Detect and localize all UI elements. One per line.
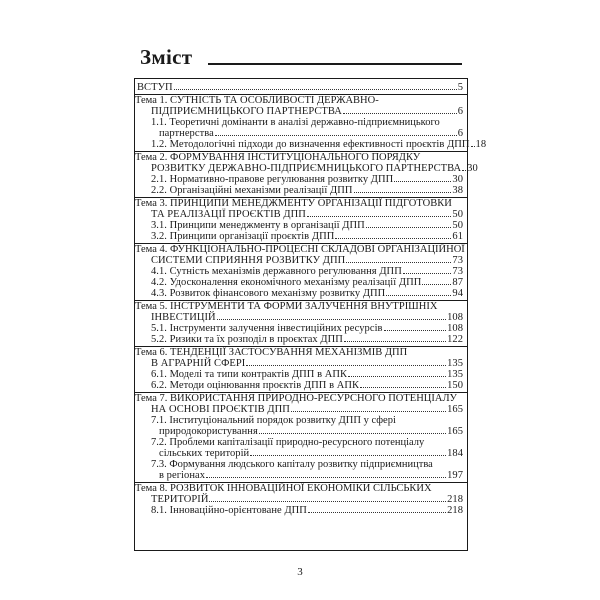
toc-subsection-entry[interactable] [135,334,463,345]
toc-chapter-heading[interactable] [135,152,463,163]
leader-dots [217,318,446,320]
toc-chapter-heading[interactable] [135,198,463,209]
leader-dots [394,180,451,182]
toc-page-number: 38 [452,185,463,196]
toc-page-number: 94 [452,288,463,299]
toc-page-number: 135 [447,358,463,369]
toc-chapter-heading-text: Тема 8. РОЗВИТОК ІННОВАЦІЙНОЇ ЕКОНОМІКИ СІЛЬСЬКИХ [135,483,432,494]
title-row [140,46,462,72]
leader-dots [209,500,446,502]
toc-chapter [135,347,467,393]
toc-subsection-entry[interactable] [135,185,463,196]
leader-dots [246,364,446,366]
toc-subsection-entry[interactable] [135,505,463,516]
toc-chapter-heading[interactable] [135,483,463,494]
toc-page-number: 50 [452,220,463,231]
toc-subsection-entry[interactable] [135,437,463,448]
toc-page-number: 165 [447,404,463,415]
page-number: 3 [297,566,303,578]
toc-subsection-entry[interactable] [135,117,463,128]
toc-subsection-entry[interactable] [135,266,463,277]
toc-subsection-text: 6.2. Методи оцінювання проєктів ДПП в АПК [151,380,360,391]
toc-chapter-heading-text: Тема 3. ПРИНЦИПИ МЕНЕДЖМЕНТУ ОРГАНІЗАЦІЇ ПІДГОТОВКИ [135,198,452,209]
toc-chapter-heading[interactable] [135,312,463,323]
toc-chapter-heading[interactable] [135,494,463,505]
leader-dots [250,454,446,456]
toc-subsection-entry[interactable] [135,415,463,426]
toc-chapter [135,95,487,152]
leader-dots [343,112,457,114]
toc-subsection-text: 7.3. Формування людського капіталу розвитку підприємництва [151,459,433,470]
toc-subsection-text: 3.1. Принципи менеджменту в організації ДПП [151,220,365,231]
leader-dots [422,283,451,285]
leader-dots [335,237,451,239]
toc-chapter-heading-text: СИСТЕМИ СПРИЯННЯ РОЗВИТКУ ДПП [151,255,346,266]
leader-dots [215,134,457,136]
toc-subsection-text: природокористування [159,426,258,437]
leader-dots [307,215,452,217]
toc-subsection-text: в регіонах [159,470,205,481]
toc-subsection-text: 2.1. Нормативно-правове регулювання розвитку ДПП [151,174,394,185]
toc-subsection-entry[interactable] [135,174,463,185]
toc-chapter-heading-text: Тема 7. ВИКОРИСТАННЯ ПРИРОДНО-РЕСУРСНОГО ПОТЕНЦІАЛУ [135,393,457,404]
leader-dots [462,169,466,171]
leader-dots [360,386,446,388]
toc-chapter-heading-text: Тема 6. ТЕНДЕНЦІЇ ЗАСТОСУВАННЯ МЕХАНІЗМІВ ДПП [135,347,408,358]
toc-chapter-heading[interactable] [135,404,463,415]
toc-chapter-heading[interactable] [135,301,463,312]
toc-subsection-text: 4.3. Розвиток фінансового механізму розвитку ДПП [151,288,386,299]
toc-subsection-text: 7.1. Інституціональний порядок розвитку ДПП у сфері [151,415,396,426]
toc-page-number: 150 [447,380,463,391]
toc-chapter [135,483,467,517]
toc-chapter-heading[interactable] [135,347,463,358]
leader-dots [384,329,447,331]
toc-chapter-heading-text: ІНВЕСТИЦІЙ [151,312,216,323]
toc-chapter [135,301,467,347]
toc-subsection-entry[interactable] [135,139,487,150]
toc-subsection-text: 1.1. Теоретичні домінанти в аналізі державно-підприємницького [151,117,440,128]
leader-dots [403,272,452,274]
toc-page-number: 5 [457,82,463,93]
toc-subsection-text: 8.1. Інноваційно-орієнтоване ДПП [151,505,307,516]
toc-subsection-entry[interactable] [135,448,463,459]
leader-dots [308,511,446,513]
toc-page-number: 30 [452,174,463,185]
toc-subsection-text: 6.1. Моделі та типи контрактів ДПП в АПК [151,369,348,380]
toc-chapter-heading-text: ТЕРИТОРІЙ [151,494,209,505]
toc-page-number: 6 [457,128,463,139]
leader-dots [344,340,446,342]
toc-chapter [135,198,467,244]
toc-chapter-heading-text: Тема 2. ФОРМУВАННЯ ІНСТИТУЦІОНАЛЬНОГО ПОРЯДКУ [135,152,421,163]
toc-page-number: 197 [447,470,463,481]
toc-chapter-heading-text: РОЗВИТКУ ДЕРЖАВНО-ПІДПРИЄМНИЦЬКОГО ПАРТНЕРСТВА [151,163,462,174]
toc-subsection-entry[interactable] [135,231,463,242]
leader-dots [348,375,446,377]
toc-chapter-heading-text: В АГРАРНІЙ СФЕРІ [151,358,246,369]
table-of-contents [134,78,487,551]
toc-subsection-text: 3.2. Принципи організації проєктів ДПП [151,231,335,242]
toc-subsection-text: партнерства [159,128,214,139]
toc-page-number: 73 [452,255,463,266]
toc-subsection-entry[interactable] [135,470,463,481]
toc-subsection-entry[interactable] [135,459,463,470]
toc-chapter-heading[interactable] [135,358,463,369]
toc-page-number: 87 [452,277,463,288]
toc-chapter-heading[interactable] [135,95,463,106]
toc-chapter-heading[interactable] [135,163,478,174]
toc-chapter-heading-text: НА ОСНОВІ ПРОЄКТІВ ДПП [151,404,290,415]
toc-chapter-heading-text: ПІДПРИЄМНИЦЬКОГО ПАРТНЕРСТВА [151,106,342,117]
toc-subsection-entry[interactable] [135,128,463,139]
toc-page-number: 165 [447,426,463,437]
toc-section-intro [135,79,467,95]
toc-subsection-entry[interactable] [135,277,463,288]
toc-subsection-text: сільських територій [159,448,250,459]
leader-dots [174,88,457,90]
toc-subsection-text: 4.1. Сутність механізмів державного регулювання ДПП [151,266,402,277]
toc-page-number: 135 [447,369,463,380]
toc-subsection-entry[interactable] [135,380,463,391]
leader-dots [354,191,452,193]
toc-chapter-heading[interactable] [135,393,463,404]
toc-subsection-text: 5.2. Ризики та їх розподіл в проєктах ДПП [151,334,343,345]
toc-subsection-text: 2.2. Організаційні механізми реалізації ДПП [151,185,353,196]
leader-dots [206,476,446,478]
toc-entry-intro[interactable] [137,82,463,93]
leader-dots [366,226,452,228]
toc-chapter-heading-text: Тема 5. ІНСТРУМЕНТИ ТА ФОРМИ ЗАЛУЧЕННЯ ВНУТРІШНІХ [135,301,438,312]
toc-page-number: 61 [452,231,463,242]
toc-page-number: 184 [447,448,463,459]
toc-subsection-entry[interactable] [135,426,463,437]
toc-page-number: 108 [447,312,463,323]
toc-chapter-heading-text: ТА РЕАЛІЗАЦІЇ ПРОЄКТІВ ДПП [151,209,306,220]
title-underline [208,63,462,65]
toc-chapter [135,393,467,483]
toc-subsection-entry[interactable] [135,323,463,334]
leader-dots [346,261,451,263]
leader-dots [471,145,475,147]
toc-chapter-heading-text: Тема 1. СУТНІСТЬ ТА ОСОБЛИВОСТІ ДЕРЖАВНО- [135,95,379,106]
leader-dots [386,294,451,296]
toc-subsection-text: 4.2. Удосконалення економічного механізму реалізації ДПП [151,277,422,288]
toc-chapter-heading[interactable] [135,255,463,266]
toc-page-number: 30 [467,163,478,174]
toc-chapter-heading[interactable] [135,209,463,220]
toc-page-number: 50 [452,209,463,220]
leader-dots [291,410,446,412]
toc-page-number: 6 [457,106,463,117]
page-title: Зміст [140,45,193,69]
toc-subsection-text: 1.2. Методологічні підходи до визначення ефективності проєктів ДПП [151,139,470,150]
toc-page-number: 18 [475,139,487,150]
toc-page-number: 73 [452,266,463,277]
toc-page-number: 218 [447,494,463,505]
toc-subsection-entry[interactable] [135,220,463,231]
toc-subsection-text: 5.1. Інструменти залучення інвестиційних ресурсів [151,323,383,334]
toc-chapter-heading[interactable] [135,244,463,255]
toc-page-number: 108 [447,323,463,334]
toc-page-number: 218 [447,505,463,516]
toc-chapter [135,244,467,301]
leader-dots [259,432,446,434]
toc-subsection-text: 7.2. Проблеми капіталізації природно-ресурсного потенціалу [151,437,425,448]
toc-chapter-heading-text: Тема 4. ФУНКЦІОНАЛЬНО-ПРОЦЕСНІ СКЛАДОВІ ОРГАНІЗАЦІЙНОЇ [135,244,465,255]
toc-page-number: 122 [447,334,463,345]
toc-subsection-entry[interactable] [135,288,463,299]
toc-subsection-entry[interactable] [135,369,463,380]
toc-entry-label: ВСТУП [137,82,173,93]
toc-chapter-heading[interactable] [135,106,463,117]
toc-chapter [135,152,478,198]
